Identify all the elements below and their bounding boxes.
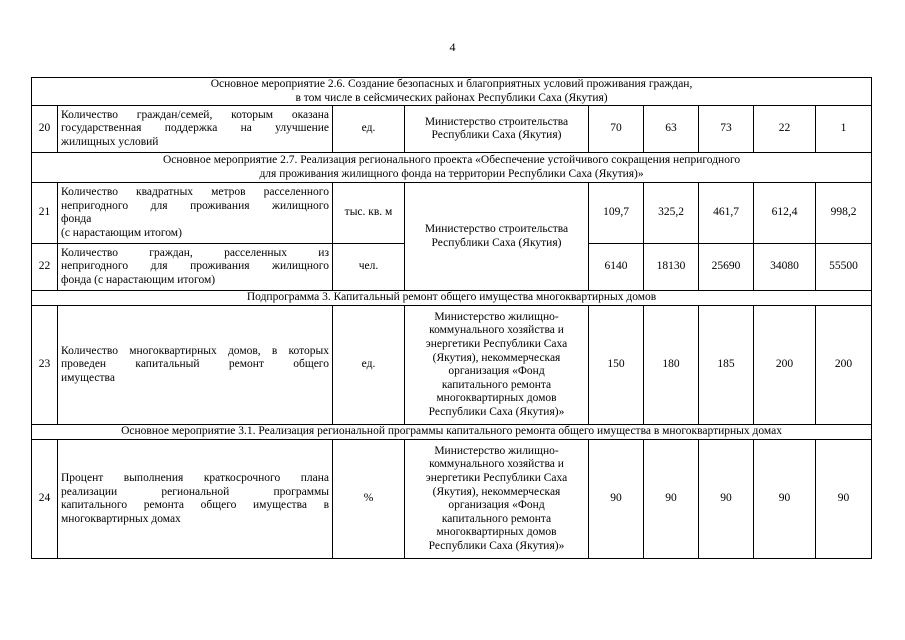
value-cell: 180 — [644, 306, 699, 425]
unit: тыс. кв. м — [333, 183, 405, 244]
indicator-name: Количество граждан/семей, которым оказана государственная поддержка на улучшение жилищных условий — [58, 106, 333, 153]
table-row-24 — [32, 440, 872, 559]
value-cell: 200 — [754, 306, 816, 425]
value-cell: 63 — [644, 106, 699, 153]
section-header-2-7 — [32, 153, 872, 183]
value-cell: 55500 — [816, 244, 872, 291]
indicator-name: Количество многоквартирных домов, в которых проведен капитальный ремонт общего имущества — [58, 306, 333, 425]
section-2-7-line1: Основное мероприятие 2.7. Реализация регионального проекта «Обеспечение устойчивого сокращения непригодного — [162, 154, 741, 167]
value-cell: 1 — [816, 106, 872, 153]
value-cell: 90 — [589, 440, 644, 559]
value-cell: 998,2 — [816, 183, 872, 244]
value-cell: 22 — [754, 106, 816, 153]
table-row-20 — [32, 106, 872, 153]
value-cell: 461,7 — [699, 183, 754, 244]
row-number: 23 — [32, 306, 58, 425]
value-cell: 6140 — [589, 244, 644, 291]
value-cell: 25690 — [699, 244, 754, 291]
value-cell: 90 — [699, 440, 754, 559]
section-2-7-line2: для проживания жилищного фонда на территории Республики Саха (Якутия)» — [259, 167, 644, 180]
table-row-21 — [32, 183, 872, 244]
value-cell: 200 — [816, 306, 872, 425]
responsible-executor: Министерство жилищно- коммунального хозяйства и энергетики Республики Саха (Якутия), некоммерческая организация «Фонд капитального ремонта многоквартирных домов Республики Саха (Якутия)» — [405, 440, 589, 559]
responsible-executor: Министерство строительства Республики Саха (Якутия) — [405, 106, 589, 153]
section-2-6-line2: в том числе в сейсмических районах Республики Саха (Якутия) — [295, 91, 608, 104]
value-cell: 73 — [699, 106, 754, 153]
row-number: 22 — [32, 244, 58, 291]
value-cell: 70 — [589, 106, 644, 153]
value-cell: 612,4 — [754, 183, 816, 244]
unit: ед. — [333, 106, 405, 153]
value-cell: 325,2 — [644, 183, 699, 244]
indicator-name: Количество граждан, расселенных из непригодного для проживания жилищного фонда (с нарастающим итогом) — [58, 244, 333, 291]
page-number: 4 — [449, 40, 456, 54]
row-number: 20 — [32, 106, 58, 153]
responsible-executor: Министерство жилищно- коммунального хозяйства и энергетики Республики Саха (Якутия), некоммерческая организация «Фонд капитального ремонта многоквартирных домов Республики Саха (Якутия)» — [405, 306, 589, 425]
section-3-1-title: Основное мероприятие 3.1. Реализация региональной программы капитального ремонта общего имущества в многоквартирных домах — [32, 425, 872, 440]
unit: чел. — [333, 244, 405, 291]
responsible-executor: Министерство строительства Республики Саха (Якутия) — [405, 183, 589, 291]
unit: ед. — [333, 306, 405, 425]
unit: % — [333, 440, 405, 559]
value-cell: 185 — [699, 306, 754, 425]
value-cell: 90 — [816, 440, 872, 559]
value-cell: 109,7 — [589, 183, 644, 244]
section-2-6-line1: Основное мероприятие 2.6. Создание безопасных и благоприятных условий проживания граждан, — [210, 78, 693, 90]
indicator-name: Количество квадратных метров расселенного непригодного для проживания жилищного фонда (с нарастающим итогом) — [58, 183, 333, 244]
subprogram-3-title: Подпрограмма 3. Капитальный ремонт общего имущества многоквартирных домов — [32, 291, 872, 306]
value-cell: 18130 — [644, 244, 699, 291]
indicators-table — [31, 77, 872, 559]
value-cell: 150 — [589, 306, 644, 425]
section-header-2-6 — [32, 78, 872, 106]
table-row-23 — [32, 306, 872, 425]
value-cell: 34080 — [754, 244, 816, 291]
value-cell: 90 — [754, 440, 816, 559]
section-header-subprogram-3 — [32, 291, 872, 306]
value-cell: 90 — [644, 440, 699, 559]
section-header-3-1 — [32, 425, 872, 440]
row-number: 24 — [32, 440, 58, 559]
row-number: 21 — [32, 183, 58, 244]
indicator-name: Процент выполнения краткосрочного плана реализации региональной программы капитального ремонта общего имущества в многоквартирных домах — [58, 440, 333, 559]
